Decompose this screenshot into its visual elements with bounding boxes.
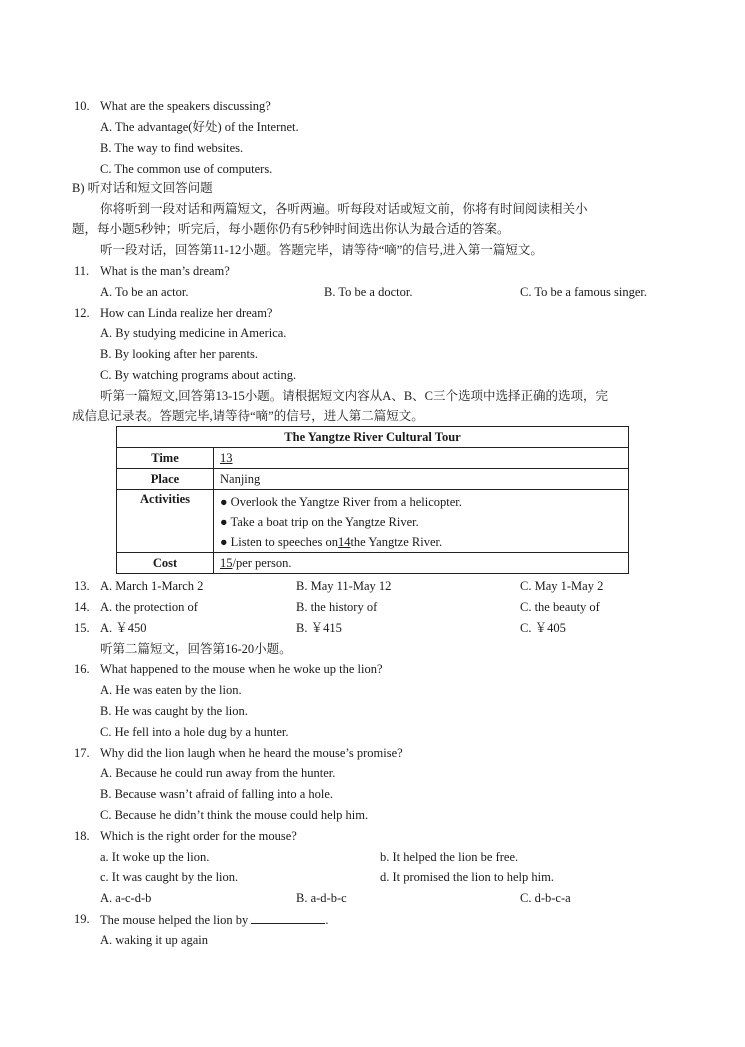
q18-event-d: d. It promised the lion to help him. <box>380 870 554 884</box>
q19-stem <box>100 911 328 928</box>
q11-option-b: B. To be a doctor. <box>324 285 413 299</box>
q14-option-a: A. the protection of <box>100 600 198 614</box>
cost-suffix: /per person. <box>232 555 292 570</box>
q12-stem: How can Linda realize her dream? <box>100 306 273 320</box>
cost-value <box>214 553 629 574</box>
q17-option-c: C. Because he didn’t think the mouse could help him. <box>100 808 369 822</box>
dialogue-instructions: 听一段对话，回答第11-12小题。答题完毕，请等待“嘀”的信号,进入第一篇短文。 <box>100 243 543 257</box>
activity-item-text: the Yangtze River. <box>350 535 443 549</box>
q18-event-a: a. It woke up the lion. <box>100 850 210 864</box>
activity-blank: 14 <box>337 535 351 549</box>
section-b-instructions-line2: 题，每小题5秒钟；听完后，每小题你仍有5秒钟时间选出你认为最合适的答案。 <box>72 222 510 236</box>
passage1-instructions-line2: 成信息记录表。答题完毕,请等待“嘀”的信号，进人第二篇短文。 <box>72 409 424 423</box>
q13-number: 13. <box>74 579 90 593</box>
q11-number: 11. <box>74 264 90 278</box>
q14-number: 14. <box>74 600 90 614</box>
q10-option-a: A. The advantage(好处) of the Internet. <box>100 120 299 134</box>
activities-list <box>214 490 629 553</box>
q12-number: 12. <box>74 306 90 320</box>
place-label: Place <box>117 469 214 490</box>
q18-event-b: b. It helped the lion be free. <box>380 850 519 864</box>
activity-item <box>220 532 622 552</box>
time-blank: 13 <box>220 450 233 465</box>
q10-option-b: B. The way to find websites. <box>100 141 244 155</box>
q10-stem: What are the speakers discussing? <box>100 99 271 113</box>
q12-option-b: B. By looking after her parents. <box>100 347 258 361</box>
q19-number: 19. <box>74 912 90 926</box>
activity-item-text: ● Listen to speeches on <box>220 535 338 549</box>
passage1-instructions-line1: 听第一篇短文,回答第13-15小题。请根据短文内容从A、B、C三个选项中选择正确的选项，完 <box>100 389 608 403</box>
q13-option-a: A. March 1-March 2 <box>100 579 204 593</box>
q15-option-b: B. ￥415 <box>296 621 342 635</box>
cost-blank: 15 <box>220 555 233 570</box>
q12-option-a: A. By studying medicine in America. <box>100 326 287 340</box>
info-record-table <box>116 426 629 574</box>
table-title: The Yangtze River Cultural Tour <box>117 427 629 448</box>
q18-event-c: c. It was caught by the lion. <box>100 870 239 884</box>
q10-option-c: C. The common use of computers. <box>100 162 273 176</box>
q10-number: 10. <box>74 99 90 113</box>
q15-number: 15. <box>74 621 90 635</box>
q18-number: 18. <box>74 829 90 843</box>
q16-option-a: A. He was eaten by the lion. <box>100 683 242 697</box>
q15-option-c: C. ￥405 <box>520 621 566 635</box>
q19-answer-blank <box>251 911 325 924</box>
q11-option-c: C. To be a famous singer. <box>520 285 648 299</box>
passage2-instructions: 听第二篇短文，回答第16-20小题。 <box>100 642 292 656</box>
q19-stem-period: . <box>325 913 329 927</box>
activity-item: ● Overlook the Yangtze River from a helicopter. <box>220 495 462 509</box>
q14-option-b: B. the history of <box>296 600 378 614</box>
q16-stem: What happened to the mouse when he woke up the lion? <box>100 662 383 676</box>
q16-option-c: C. He fell into a hole dug by a hunter. <box>100 725 289 739</box>
q13-option-b: B. May 11-May 12 <box>296 579 392 593</box>
q16-number: 16. <box>74 662 90 676</box>
q19-option-a: A. waking it up again <box>100 933 208 947</box>
activities-label: Activities <box>117 490 214 553</box>
q18-option-c: C. d-b-c-a <box>520 891 571 905</box>
q14-option-c: C. the beauty of <box>520 600 600 614</box>
q17-stem: Why did the lion laugh when he heard the mouse’s promise? <box>100 746 403 760</box>
q18-option-a: A. a-c-d-b <box>100 891 152 905</box>
time-label: Time <box>117 448 214 469</box>
q18-option-b: B. a-d-b-c <box>296 891 347 905</box>
section-b-instructions-line1: 你将听到一段对话和两篇短文，各听两遍。听每段对话或短文前，你将有时间阅读相关小 <box>100 202 588 216</box>
q16-option-b: B. He was caught by the lion. <box>100 704 248 718</box>
q13-option-c: C. May 1-May 2 <box>520 579 604 593</box>
activity-item: ● Take a boat trip on the Yangtze River. <box>220 515 419 529</box>
time-value <box>214 448 629 469</box>
q12-option-c: C. By watching programs about acting. <box>100 368 297 382</box>
q17-number: 17. <box>74 746 90 760</box>
place-value: Nanjing <box>214 469 629 490</box>
q17-option-b: B. Because wasn’t afraid of falling into a hole. <box>100 787 334 801</box>
q11-option-a: A. To be an actor. <box>100 285 189 299</box>
q19-stem-text: The mouse helped the lion by <box>100 913 249 927</box>
q17-option-a: A. Because he could run away from the hunter. <box>100 766 336 780</box>
q18-stem: Which is the right order for the mouse? <box>100 829 297 843</box>
q11-stem: What is the man’s dream? <box>100 264 230 278</box>
q15-option-a: A. ￥450 <box>100 621 147 635</box>
cost-label: Cost <box>117 553 214 574</box>
section-b-title: B) 听对话和短文回答问题 <box>72 181 213 195</box>
